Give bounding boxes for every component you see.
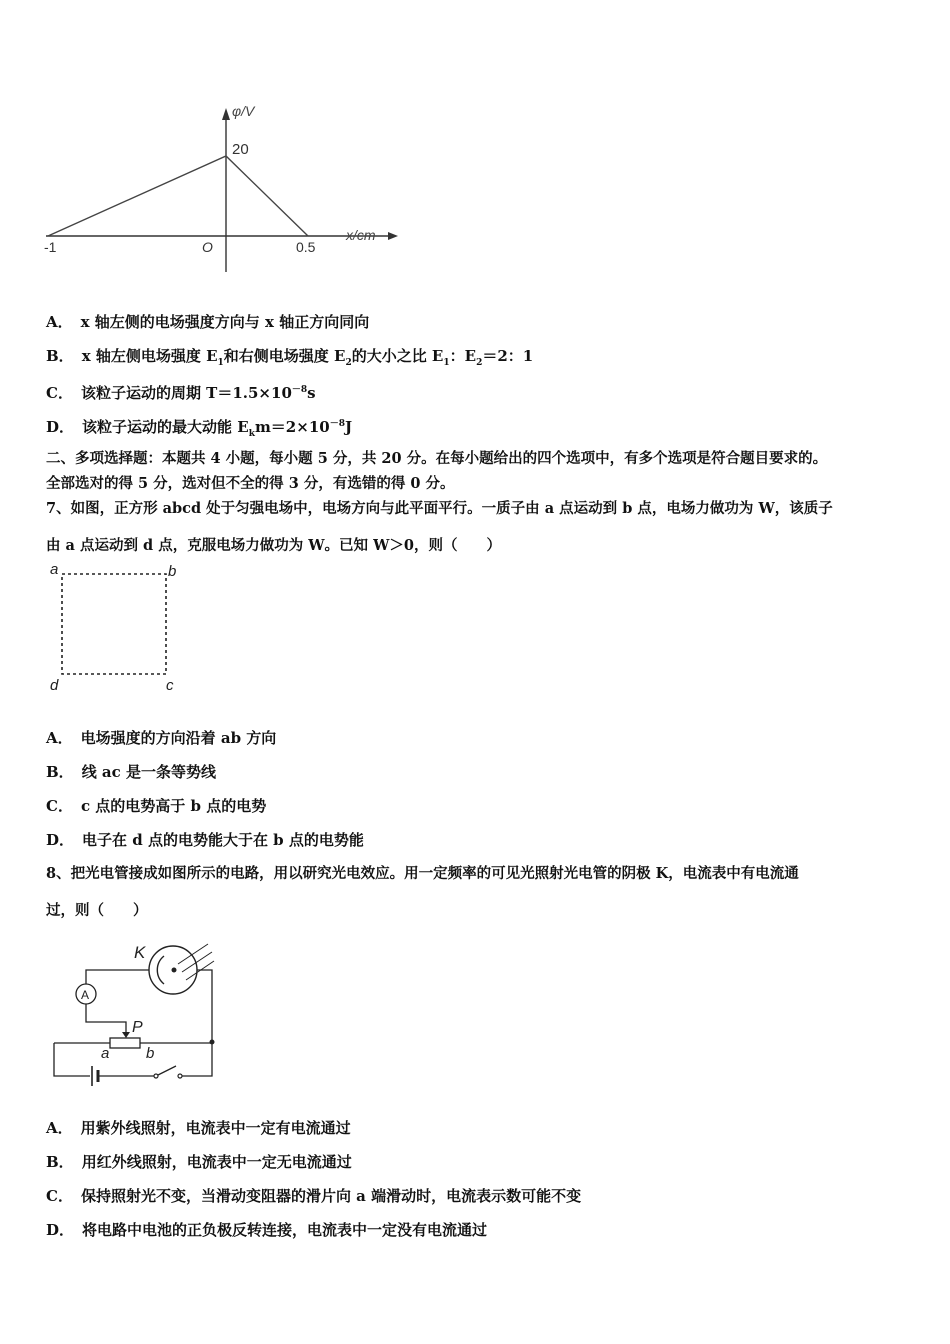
cathode-plate bbox=[157, 956, 164, 984]
q8-stem-line1: 8、把光电管接成如图所示的电路，用以研究光电效应。用一定频率的可见光照射光电管的阴极 K，电流表中有电流通 bbox=[46, 865, 799, 882]
option-text: c 点的电势高于 b 点的电势 bbox=[80, 797, 267, 815]
q7-option-b bbox=[46, 762, 216, 782]
option-text: x 轴左侧的电场强度方向与 x 轴正方向同向 bbox=[80, 313, 370, 331]
option-key: B． bbox=[46, 763, 74, 781]
subscript: 1 bbox=[217, 358, 224, 368]
wire-left-top bbox=[86, 970, 149, 984]
wire-ammeter-to-slider bbox=[86, 1004, 126, 1034]
option-text: m＝2×10 bbox=[254, 418, 330, 436]
switch-contact bbox=[154, 1074, 158, 1078]
square-figure bbox=[40, 562, 190, 694]
right-tick-label: 0.5 bbox=[296, 239, 316, 255]
q8-option-c bbox=[46, 1186, 581, 1206]
subscript: k bbox=[248, 429, 255, 439]
subscript: 2 bbox=[345, 358, 352, 368]
q6-option-c bbox=[46, 380, 316, 403]
option-key: D． bbox=[46, 831, 75, 849]
y-axis-label: φ/V bbox=[232, 103, 255, 119]
option-text: x 轴左侧电场强度 E bbox=[81, 347, 218, 365]
option-text: 保持照射光不变，当滑动变阻器的滑片向 a 端滑动时，电流表示数可能不变 bbox=[80, 1187, 582, 1205]
option-text: J bbox=[344, 418, 353, 436]
option-text: 该粒子运动的最大动能 E bbox=[82, 418, 249, 436]
section-heading-line1: 二、多项选择题：本题共 4 小题，每小题 5 分，共 20 分。在每小题给出的四个选项中，有多个选项是符合题目要求的。 bbox=[46, 450, 828, 467]
option-text: 将电路中电池的正负极反转连接，电流表中一定没有电流通过 bbox=[82, 1221, 488, 1239]
superscript: －8 bbox=[329, 419, 345, 429]
corner-d-label: d bbox=[50, 677, 59, 694]
subscript: 1 bbox=[443, 358, 450, 368]
option-text: 和右侧电场强度 E bbox=[223, 347, 346, 365]
x-axis-label: x/cm bbox=[346, 227, 376, 243]
corner-c-label: c bbox=[166, 677, 174, 694]
option-text: 电子在 d 点的电势能大于在 b 点的电势能 bbox=[82, 831, 364, 849]
q6-option-d bbox=[46, 414, 352, 444]
option-key: D． bbox=[46, 1221, 75, 1239]
option-key: C． bbox=[46, 797, 73, 815]
option-text: 线 ac 是一条等势线 bbox=[81, 763, 216, 781]
wire-right bbox=[197, 970, 212, 1042]
light-ray bbox=[178, 944, 208, 964]
slider-arrow bbox=[122, 1032, 130, 1038]
option-text: 的大小之比 E bbox=[351, 347, 444, 365]
potential-graph bbox=[40, 100, 410, 280]
photoelectric-circuit bbox=[46, 934, 236, 1094]
switch-contact bbox=[178, 1074, 182, 1078]
q8-option-b bbox=[46, 1152, 352, 1172]
option-key: C． bbox=[46, 384, 73, 402]
slider-label: P bbox=[132, 1019, 143, 1036]
option-text: s bbox=[307, 384, 316, 402]
q8-option-d bbox=[46, 1220, 487, 1240]
q8-stem-line2: 过，则（ ） bbox=[46, 902, 148, 919]
anode-dot bbox=[172, 968, 177, 973]
option-key: B． bbox=[46, 1153, 74, 1171]
option-text: 该粒子运动的周期 T＝1.5×10 bbox=[80, 384, 292, 402]
ammeter-label: A bbox=[81, 988, 90, 1002]
option-text: 用紫外线照射，电流表中一定有电流通过 bbox=[80, 1119, 351, 1137]
q6-option-b bbox=[46, 346, 533, 373]
potential-curve bbox=[48, 156, 308, 236]
corner-a-label: a bbox=[50, 562, 59, 578]
dashed-square bbox=[62, 574, 166, 674]
section-heading-line2: 全部选对的得 5 分，选对但不全的得 3 分，有选错的得 0 分。 bbox=[46, 475, 455, 492]
option-key: C． bbox=[46, 1187, 73, 1205]
q7-stem-line1: 7、如图，正方形 abcd 处于匀强电场中，电场方向与此平面平行。一质子由 a 点运动到 b 点，电场力做功为 W，该质子 bbox=[46, 500, 833, 517]
option-text: 电场强度的方向沿着 ab 方向 bbox=[80, 729, 277, 747]
rheostat-b-label: b bbox=[146, 1045, 155, 1062]
q8-option-a bbox=[46, 1118, 351, 1138]
switch-blade bbox=[158, 1066, 176, 1075]
q7-option-c bbox=[46, 796, 266, 816]
option-key: B． bbox=[46, 347, 74, 365]
origin-label: O bbox=[202, 239, 213, 255]
q6-option-a bbox=[46, 312, 369, 332]
option-text: 用红外线照射，电流表中一定无电流通过 bbox=[81, 1153, 352, 1171]
q7-option-a bbox=[46, 728, 276, 748]
q7-option-d bbox=[46, 830, 364, 850]
option-text: ＝2：1 bbox=[482, 347, 534, 365]
option-key: D． bbox=[46, 418, 75, 436]
option-key: A． bbox=[46, 313, 73, 331]
subscript: 2 bbox=[476, 358, 483, 368]
peak-label: 20 bbox=[232, 141, 249, 158]
y-axis-arrow bbox=[222, 108, 230, 120]
option-key: A． bbox=[46, 1119, 73, 1137]
x-axis-arrow bbox=[388, 232, 398, 240]
wire-bottom-right bbox=[182, 1042, 212, 1076]
cathode-label: K bbox=[134, 943, 146, 962]
option-text: ：E bbox=[449, 347, 477, 365]
wire-left-bottom bbox=[54, 1043, 90, 1076]
q7-stem-line2: 由 a 点运动到 d 点，克服电场力做功为 W。已知 W＞0，则（ ） bbox=[46, 537, 501, 554]
rheostat-a-label: a bbox=[101, 1045, 110, 1062]
superscript: －8 bbox=[291, 385, 308, 395]
rheostat bbox=[110, 1038, 140, 1048]
option-key: A． bbox=[46, 729, 73, 747]
corner-b-label: b bbox=[168, 563, 177, 580]
left-tick-label: -1 bbox=[44, 239, 57, 255]
